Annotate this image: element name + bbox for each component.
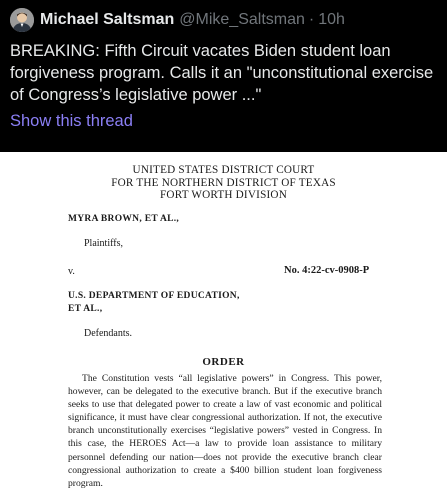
defendant-name [68,290,240,316]
attached-document-image[interactable] [0,152,447,500]
tweet-header [10,6,437,34]
versus-label: v. [68,266,75,277]
defendant-line: ET AL., [68,304,103,314]
defendant-line: U.S. DEPARTMENT OF EDUCATION, [68,291,240,301]
court-line: FOR THE NORTHERN DISTRICT OF TEXAS [111,176,336,189]
court-header [0,164,447,202]
plaintiff-name: MYRA BROWN, ET AL., [68,214,180,224]
tweet-card[interactable] [0,0,447,152]
author-name[interactable]: Michael Saltsman [40,11,175,28]
order-heading: ORDER [202,356,245,368]
court-line: UNITED STATES DISTRICT COURT [132,164,315,176]
defendants-label: Defendants. [84,328,133,339]
avatar[interactable] [10,8,34,32]
avatar-portrait-icon [10,8,34,32]
separator-dot: · [308,11,315,28]
order-body-text: The Constitution vests “all legislative powers” in Congress. This power, however, can be delegated to the executive branch. But if the executive branch seeks to use that delegated power to create a law of vast economic and political significance, it must have clear congressional authorization. If not, the executive branch unconstitutionally exercises “legislative powers” vested in Congress. In this case, the HEROES Act—a law to provide loan assistance to military personnel defending our nation—does not provide the executive branch clear congressional authorization to create a $400 billion student loan forgiveness program. [68,373,382,489]
tweet-text: BREAKING: Fifth Circuit vacates Biden student loan forgiveness program. Calls it an "unconstitutional exercise of Congress’s legislative power ..." [10,42,434,104]
case-number: No. 4:22-cv-0908-P [284,265,370,276]
show-thread-link[interactable]: Show this thread [10,112,133,130]
tweet-timestamp[interactable]: 10h [318,11,345,28]
court-line: FORT WORTH DIVISION [160,189,287,201]
plaintiffs-label: Plaintiffs, [84,238,123,249]
author-handle[interactable]: @Mike_Saltsman [179,11,305,28]
